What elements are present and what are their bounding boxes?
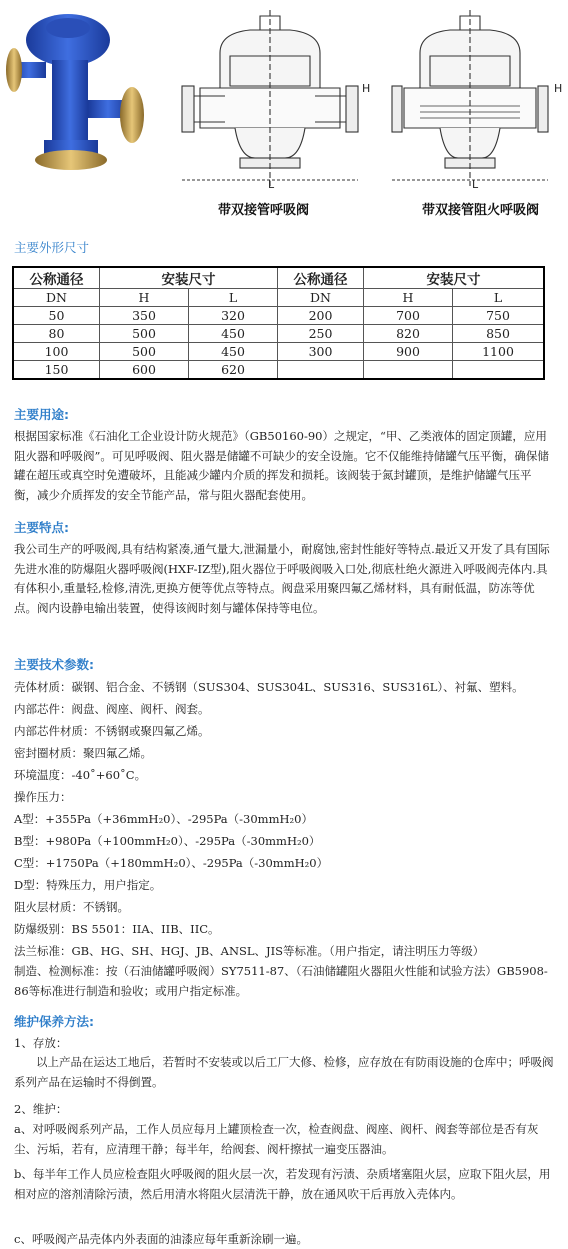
cell <box>364 361 453 380</box>
tech-line: A型：+355Pa（+36mmH₂0）、-295Pa（-30mmH₂0） <box>14 812 313 826</box>
tech-line: 内部芯件：阀盘、阀座、阀杆、阀套。 <box>14 702 210 716</box>
table-row <box>13 307 544 325</box>
cell: 100 <box>13 343 100 361</box>
cell: 200 <box>278 307 364 325</box>
dim-l-label-left: L <box>268 178 275 191</box>
dim-l-label-right: L <box>472 178 479 191</box>
maint-c: c、呼吸阀产品壳体内外表面的油漆应每年重新涂刷一遍。 <box>14 1232 308 1246</box>
dims-title: 主要外形尺寸 <box>14 240 90 255</box>
tech-line: 密封圈材质：聚四氟乙烯。 <box>14 746 152 760</box>
table-row <box>13 343 544 361</box>
cell: 450 <box>189 343 278 361</box>
cell: 850 <box>453 325 545 343</box>
dim-h-label-left: H <box>362 82 371 95</box>
tech-last: 制造、检测标准：按（石油储罐呼吸阀）SY7511-87、（石油储罐阻火器阻火性能和试验方法）GB5908-86等标准进行制造和验收；或用户指定标准。 <box>14 964 548 998</box>
tech-line: 阻火层材质：不锈钢。 <box>14 900 129 914</box>
tech-title: 主要技术参数: <box>14 657 94 672</box>
table-row <box>13 325 544 343</box>
cell: 620 <box>189 361 278 380</box>
cell: 820 <box>364 325 453 343</box>
cell: 450 <box>189 325 278 343</box>
cell: 300 <box>278 343 364 361</box>
tech-line: 操作压力： <box>14 790 72 804</box>
tech-line: 环境温度：-40˚+60˚C。 <box>14 768 147 782</box>
sub-h-2: H <box>364 289 453 307</box>
cell: 750 <box>453 307 545 325</box>
usage-title: 主要用途: <box>14 407 69 422</box>
table-row <box>13 361 544 380</box>
features-title: 主要特点: <box>14 520 69 535</box>
cell: 600 <box>100 361 189 380</box>
storage-head: 1、存放： <box>14 1036 68 1050</box>
sub-l-2: L <box>453 289 545 307</box>
cell: 150 <box>13 361 100 380</box>
maint-a: a、对呼吸阀系列产品，工作人员应每月上罐顶检查一次，检查阀盘、阀座、阀杆、阀套等部位是否有灰尘、污垢，若有，应清理干静；每半年，给阀套、阀杆擦拭一遍变压器油。 <box>14 1122 539 1156</box>
product-photo <box>0 0 160 185</box>
cell: 900 <box>364 343 453 361</box>
tech-line: 内部芯件材质：不锈钢或聚四氟乙烯。 <box>14 724 210 738</box>
cell: 500 <box>100 343 189 361</box>
dims-table <box>12 266 545 380</box>
cell <box>453 361 545 380</box>
h-dn-2: 公称通径 <box>278 267 364 289</box>
sub-dn-1: DN <box>13 289 100 307</box>
maint-head: 2、维护： <box>14 1102 68 1116</box>
cell: 1100 <box>453 343 545 361</box>
cell <box>278 361 364 380</box>
features-text: 我公司生产的呼吸阀,具有结构紧凑,通气量大,泄漏量小，耐腐蚀,密封性能好等特点.最近又开发了具有国际先进水准的防爆阻火器呼吸阀(HXF-IZ型),阻火器位于呼吸阀吸入口处,彻底杜绝火源进入呼吸阀壳体内.具有体积小,重量轻,检修,清洗,更换方便等优点等特点。阀盘采用聚四氟乙烯材料，具有耐低温，防冻等优点。阀内设静电输出装置，使得该阀时刻与罐体保持等电位。 <box>14 542 550 615</box>
sub-h-1: H <box>100 289 189 307</box>
tech-line: B型：+980Pa（+100mmH₂0）、-295Pa（-30mmH₂0） <box>14 834 321 848</box>
cell: 320 <box>189 307 278 325</box>
maint-title: 维护保养方法: <box>14 1014 94 1029</box>
tech-line: C型：+1750Pa（+180mmH₂0）、-295Pa（-30mmH₂0） <box>14 856 329 870</box>
cell: 350 <box>100 307 189 325</box>
usage-text: 根据国家标准《石油化工企业设计防火规范》（GB50160-90）之规定，“甲、乙类液体的固定顶罐，应用阻火器和呼吸阀”。可见呼吸阀、阻火器是储罐不可缺少的安全设施。它不仅能维持储罐气压平衡，确保储罐在超压或真空时免遭破坏，且能减少罐内介质的挥发和损耗。该阀装于氮封罐顶，是维护储罐气压平衡，减少介质挥发的安全节能产品，常与阻火器配套使用。 <box>14 429 549 502</box>
cell: 50 <box>13 307 100 325</box>
cell: 80 <box>13 325 100 343</box>
tech-line: 防爆级别：BS 5501：IIA、IIB、IIC。 <box>14 922 220 936</box>
h-dn-1: 公称通径 <box>13 267 100 289</box>
dim-h-label-right: H <box>554 82 563 95</box>
sub-l-1: L <box>189 289 278 307</box>
cell: 250 <box>278 325 364 343</box>
tech-line: 壳体材质：碳钢、铝合金、不锈钢（SUS304、SUS304L、SUS316、SUS316L）、衬氟、塑料。 <box>14 680 524 694</box>
cell: 700 <box>364 307 453 325</box>
tech-line: 法兰标准：GB、HG、SH、HGJ、JB、ANSL、JIS等标准。（用户指定，请注明压力等级） <box>14 944 485 958</box>
cell: 500 <box>100 325 189 343</box>
sub-dn-2: DN <box>278 289 364 307</box>
h-install-1: 安装尺寸 <box>100 267 278 289</box>
valve-diagram-left <box>180 8 360 188</box>
tech-line: D型：特殊压力，用户指定。 <box>14 878 162 892</box>
h-install-2: 安装尺寸 <box>364 267 545 289</box>
storage-text: 以上产品在运达工地后，若暂时不安装或以后工厂大修、检修，应存放在有防雨设施的仓库中；呼吸阀系列产品在运输时不得倒置。 <box>14 1055 554 1089</box>
maint-b: b、每半年工作人员应检查阻火呼吸阀的阻火层一次，若发现有污渍、杂质堵塞阻火层，应取下阻火层，用相对应的溶剂清除污渍，然后用清水将阻火层清洗干静，放在通风吹干后再放入壳体内。 <box>14 1167 551 1201</box>
caption-left: 带双接管呼吸阀 <box>218 203 310 218</box>
caption-right: 带双接管阻火呼吸阀 <box>422 203 540 218</box>
valve-diagram-right <box>390 8 550 188</box>
